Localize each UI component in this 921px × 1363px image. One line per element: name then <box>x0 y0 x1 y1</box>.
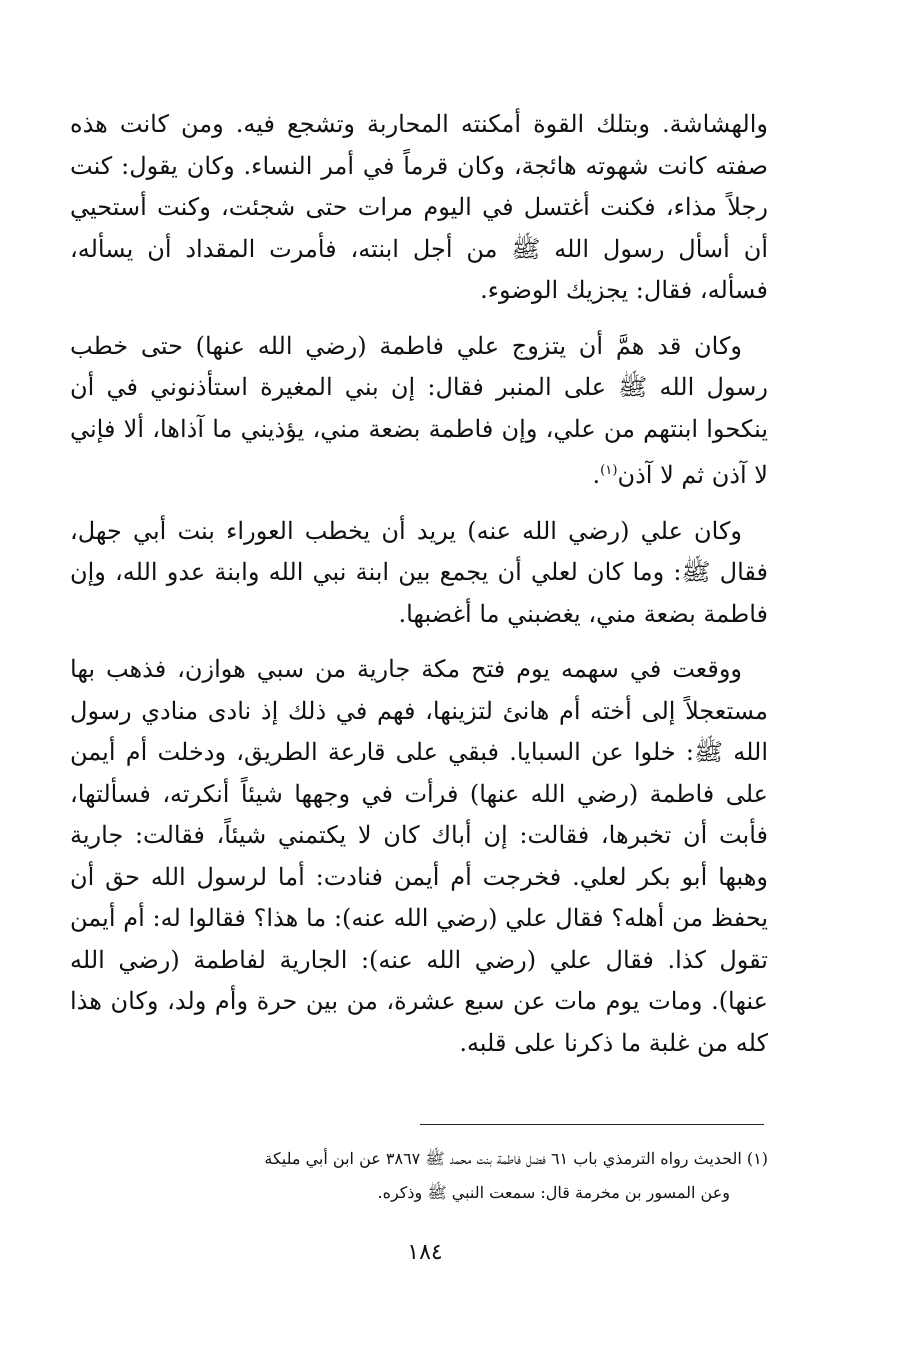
paragraph-1: والهشاشة. وبتلك القوة أمكنته المحاربة وتشجع فيه. ومن كانت هذه صفته كانت شهوته هائجة، وكان قرماً في أمر النساء. وكان يقول: كنت رجلاً مذاء، فكنت أغتسل في اليوم مرات حتى شجئت، وكنت أستحيي أن أسأل رسول الله ﷺ من أجل ابنته، فأمرت المقداد أن يسأله، فسأله، فقال: يجزيك الوضوء. <box>70 110 768 304</box>
footnote-divider <box>420 1124 764 1125</box>
main-text <box>70 104 768 1078</box>
page-number: ١٨٤ <box>407 1240 443 1265</box>
footnote <box>70 1142 768 1210</box>
paragraph-3: وكان علي (رضي الله عنه) يريد أن يخطب العوراء بنت أبي جهل، فقال ﷺ: وما كان لعلي أن يجمع بين ابنة نبي الله وابنة عدو الله، وإن فاطمة بضعة مني، يغضبني ما أغضبها. <box>70 516 768 628</box>
paragraph-4: ووقعت في سهمه يوم فتح مكة جارية من سبي هوازن، فذهب بها مستعجلاً إلى أخته أم هانئ لتزينها، فهم في ذلك إذ نادى منادي رسول الله ﷺ: خلوا عن السبايا. فبقي على قارعة الطريق، ودخلت أم أيمن على فاطمة (رضي الله عنها) فرأت في وجهها شيئاً أنكرته، فسألتها، فأبت أن تخبرها، فقالت: إن أباك كان لا يكتمني شيئاً، فقالت: جارية وهبها أبو بكر لعلي. فخرجت أم أيمن فنادت: أما لرسول الله حق أن يحفظ من أهله؟ فقال علي (رضي الله عنه): ما هذا؟ فقالوا له: أم أيمن تقول كذا. فقال علي (رضي الله عنه): الجارية لفاطمة (رضي الله عنها). ومات يوم مات عن سبع عشرة، من بين حرة وأم ولد، وكان هذا كله من غلبة ما ذكرنا على قلبه. <box>70 655 768 1057</box>
paragraph-2-text: وكان قد همَّ أن يتزوج علي فاطمة (رضي الله عنها) حتى خطب رسول الله ﷺ على المنبر فقال: إن بني المغيرة استأذنوني في أن ينكحوا ابنتهم من علي، وإن فاطمة بضعة مني، يؤذيني ما آذاها، ألا فإني لا آذن ثم لا آذن <box>70 331 768 490</box>
footnote-line-1: (١) الحديث رواه الترمذي باب ٦١ فضل فاطمة بنت محمد ﷺ ٣٨٦٧ عن ابن أبي مليكة <box>264 1149 768 1168</box>
footnote-reference[interactable]: (١) <box>600 463 618 478</box>
footnote-line-2: وعن المسور بن مخرمة قال: سمعت النبي ﷺ وذكره. <box>377 1183 730 1202</box>
paragraph-2: وكان قد همَّ أن يتزوج علي فاطمة (رضي الله عنها) حتى خطب رسول الله ﷺ على المنبر فقال: إن بني المغيرة استأذنوني في أن ينكحوا ابنتهم من علي، وإن فاطمة بضعة مني، يؤذيني ما آذاها، ألا فإني لا آذن ثم لا آذن$^{(١)}$. <box>70 331 768 490</box>
